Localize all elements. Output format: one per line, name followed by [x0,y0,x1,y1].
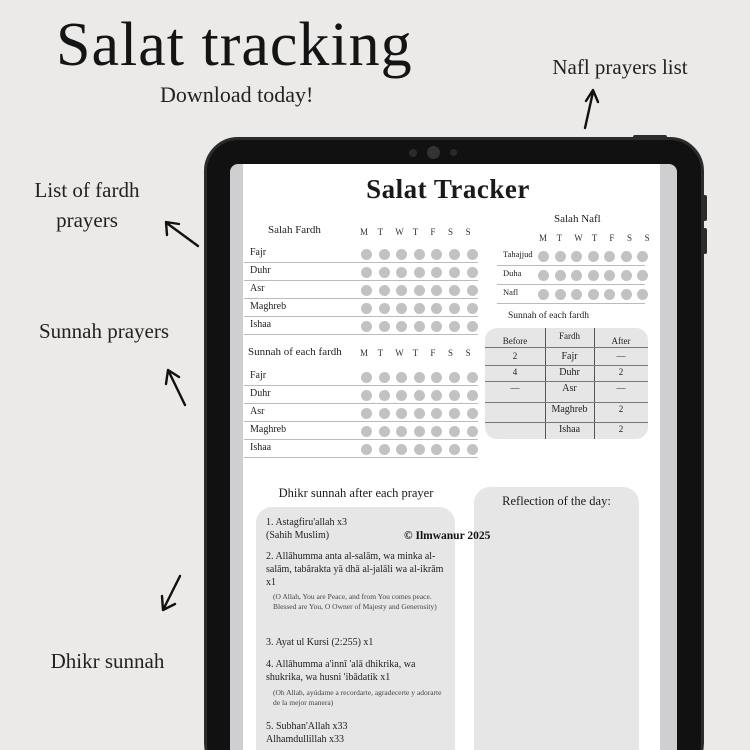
prayer-checkbox[interactable] [467,267,478,278]
day-header: W [395,348,404,358]
prayer-checkbox[interactable] [467,303,478,314]
tablet-volume-button [703,195,707,221]
callout-fardh: List of fardh prayers [34,178,140,232]
camera-icon [409,149,417,157]
day-header: F [430,348,436,358]
prayer-checkbox[interactable] [414,303,425,314]
prayer-label: Nafl [503,287,519,297]
tracker-row [244,440,478,458]
prayer-checkbox[interactable] [467,444,478,455]
prayer-checkbox[interactable] [431,321,442,332]
day-header: S [465,348,471,358]
prayer-checkbox[interactable] [396,321,407,332]
prayer-checkbox[interactable] [379,285,390,296]
dhikr-item: 2. Allāhumma anta al-salām, wa minka al-salām, tabārakta yā dhā al-jalāli wa al-ikrām x1 [266,551,444,588]
prayer-checkbox[interactable] [414,372,425,383]
fardh-heading: Salah Fardh [268,224,321,236]
prayer-label: Asr [250,283,265,294]
prayer-checkbox[interactable] [431,408,442,419]
prayer-checkbox[interactable] [449,426,460,437]
day-header: S [447,348,453,358]
tracker-row [244,245,478,263]
table-cell: Duhr [559,367,580,378]
table-cell: 2 [618,367,624,377]
prayer-checkbox[interactable] [431,249,442,260]
table-header: Before [502,336,528,346]
nafl-heading: Salah Nafl [554,213,601,225]
prayer-checkbox[interactable] [396,408,407,419]
prayer-checkbox[interactable] [379,372,390,383]
day-header: W [395,227,404,237]
prayer-checkbox[interactable] [467,390,478,401]
prayer-checkbox[interactable] [449,267,460,278]
prayer-label: Ishaa [250,442,272,453]
prayer-checkbox[interactable] [467,372,478,383]
prayer-checkbox[interactable] [467,285,478,296]
prayer-checkbox[interactable] [588,289,599,300]
table-cell: — [616,383,626,393]
prayer-checkbox[interactable] [361,285,372,296]
prayer-checkbox[interactable] [449,372,460,383]
dhikr-translation: (O Allah, You are Peace, and from You comes peace. Blessed are You, O Owner of Majesty and Generosity) [273,592,437,611]
prayer-checkbox[interactable] [467,321,478,332]
table-divider [485,402,648,403]
hero-title: Salat tracking [56,11,413,79]
day-header: T [591,233,598,243]
prayer-label: Duhr [250,388,271,399]
sunnah-table-heading: Sunnah of each fardh [508,311,589,321]
reflection-heading: Reflection of the day: [502,494,611,508]
day-header: S [626,233,632,243]
prayer-checkbox[interactable] [396,285,407,296]
tracker-row [244,317,478,335]
prayer-checkbox[interactable] [361,372,372,383]
prayer-checkbox[interactable] [538,251,549,262]
prayer-checkbox[interactable] [571,289,582,300]
table-cell: 4 [512,367,518,377]
prayer-checkbox[interactable] [637,289,648,300]
table-cell: — [616,351,626,361]
prayer-checkbox[interactable] [538,270,549,281]
prayer-checkbox[interactable] [431,285,442,296]
prayer-checkbox[interactable] [449,408,460,419]
prayer-checkbox[interactable] [449,390,460,401]
prayer-checkbox[interactable] [555,289,566,300]
prayer-checkbox[interactable] [414,444,425,455]
prayer-label: Fajr [250,247,267,258]
copyright: © Ilmwanur 2025 [404,530,491,542]
table-divider [485,381,648,382]
arrow-up-icon [578,84,602,130]
day-header: T [556,233,563,243]
prayer-checkbox[interactable] [604,251,615,262]
tracker-row [244,281,478,299]
sunnah-day-headers [360,348,483,358]
dhikr-translation: (Oh Allah, ayúdame a recordarte, agradecerte y adorarte de la mejor manera) [273,688,442,707]
prayer-checkbox[interactable] [449,444,460,455]
sunnah-heading: Sunnah of each fardh [248,346,342,358]
prayer-checkbox[interactable] [588,251,599,262]
tracker-title: Salat Tracker [366,174,530,204]
prayer-checkbox[interactable] [414,408,425,419]
arrow-up-left-icon [160,216,202,250]
prayer-checkbox[interactable] [379,426,390,437]
prayer-checkbox[interactable] [361,267,372,278]
day-header: S [465,227,471,237]
prayer-checkbox[interactable] [361,303,372,314]
dhikr-heading: Dhikr sunnah after each prayer [278,486,434,500]
prayer-checkbox[interactable] [379,303,390,314]
prayer-checkbox[interactable] [414,426,425,437]
prayer-checkbox[interactable] [621,251,632,262]
prayer-checkbox[interactable] [538,289,549,300]
table-divider [485,422,648,423]
dhikr-item: 3. Ayat ul Kursi (2:255) x1 [266,637,374,648]
callout-nafl: Nafl prayers list [552,55,688,79]
prayer-checkbox[interactable] [588,270,599,281]
day-header: M [360,348,369,358]
nafl-day-headers [539,233,662,243]
prayer-checkbox[interactable] [555,270,566,281]
table-cell: Ishaa [558,424,581,435]
prayer-checkbox[interactable] [396,372,407,383]
dhikr-item: 4. Allāhumma a'innī 'alā dhikrika, wa shukrika, wa husni 'ibādatik x1 [266,659,416,683]
reflection-box[interactable] [474,487,639,750]
prayer-checkbox[interactable] [414,267,425,278]
tracker-row [244,422,478,440]
prayer-checkbox[interactable] [396,390,407,401]
tracker-row [244,386,478,404]
prayer-checkbox[interactable] [431,372,442,383]
prayer-checkbox[interactable] [431,303,442,314]
prayer-checkbox[interactable] [361,321,372,332]
prayer-label: Maghreb [250,301,287,312]
table-cell: 2 [618,424,624,434]
prayer-checkbox[interactable] [467,249,478,260]
day-header: W [574,233,583,243]
tracker-row [244,263,478,281]
table-cell: 2 [512,351,518,361]
prayer-checkbox[interactable] [396,303,407,314]
prayer-label: Asr [250,406,265,417]
prayer-checkbox[interactable] [467,426,478,437]
prayer-checkbox[interactable] [379,321,390,332]
prayer-checkbox[interactable] [361,444,372,455]
table-header: After [611,336,631,346]
prayer-checkbox[interactable] [571,270,582,281]
prayer-label: Tahajjud [503,249,533,259]
prayer-checkbox[interactable] [361,390,372,401]
arrow-down-icon [154,572,184,614]
prayer-checkbox[interactable] [414,321,425,332]
table-divider [485,365,648,366]
prayer-checkbox[interactable] [431,426,442,437]
callout-sunnah: Sunnah prayers [38,319,170,343]
camera-icon [427,146,440,159]
day-header: T [412,348,419,358]
prayer-checkbox[interactable] [379,267,390,278]
tablet-volume-button [703,228,707,254]
prayer-checkbox[interactable] [414,249,425,260]
tracker-row [244,404,478,422]
prayer-checkbox[interactable] [379,390,390,401]
prayer-checkbox[interactable] [571,251,582,262]
table-cell: 2 [618,404,624,414]
tracker-row [244,368,478,386]
tracker-row [244,299,478,317]
prayer-label: Duhr [250,265,271,276]
dhikr-item: 5. Subhan'Allah x33 Alhamdullillah x33 [266,721,348,745]
prayer-checkbox[interactable] [621,270,632,281]
prayer-checkbox[interactable] [431,444,442,455]
prayer-label: Duha [503,268,522,278]
callout-dhikr: Dhikr sunnah [50,649,165,673]
day-header: F [430,227,436,237]
prayer-checkbox[interactable] [361,426,372,437]
prayer-label: Fajr [250,370,267,381]
prayer-checkbox[interactable] [467,408,478,419]
prayer-checkbox[interactable] [414,390,425,401]
prayer-checkbox[interactable] [379,249,390,260]
prayer-checkbox[interactable] [604,270,615,281]
prayer-checkbox[interactable] [449,303,460,314]
table-cell: Maghreb [551,404,588,415]
fardh-day-headers [360,227,483,237]
hero-subtitle: Download today! [160,82,314,107]
prayer-checkbox[interactable] [604,289,615,300]
prayer-checkbox[interactable] [449,249,460,260]
prayer-checkbox[interactable] [431,390,442,401]
day-header: T [412,227,419,237]
day-header: T [377,348,384,358]
prayer-checkbox[interactable] [414,285,425,296]
prayer-checkbox[interactable] [637,270,648,281]
table-divider [485,347,648,348]
prayer-checkbox[interactable] [361,408,372,419]
dhikr-box [256,507,455,750]
table-cell: Asr [562,383,577,394]
prayer-checkbox[interactable] [379,444,390,455]
prayer-checkbox[interactable] [431,267,442,278]
prayer-checkbox[interactable] [361,249,372,260]
prayer-checkbox[interactable] [621,289,632,300]
table-header: Fardh [559,331,580,341]
dhikr-item: 1. Astagfiru'allah x3 (Sahih Muslim) [266,517,347,541]
tracker-row [497,285,645,304]
prayer-checkbox[interactable] [396,249,407,260]
arrow-up-icon [160,365,190,409]
prayer-checkbox[interactable] [396,267,407,278]
prayer-checkbox[interactable] [396,444,407,455]
day-header: M [360,227,369,237]
day-header: T [377,227,384,237]
prayer-checkbox[interactable] [555,251,566,262]
tracker-row [497,266,645,285]
prayer-label: Ishaa [250,319,272,330]
day-header: S [644,233,650,243]
prayer-checkbox[interactable] [637,251,648,262]
tablet-power-button [633,135,667,139]
prayer-checkbox[interactable] [379,408,390,419]
day-header: S [447,227,453,237]
day-header: F [609,233,615,243]
table-cell: Fajr [561,351,578,362]
prayer-checkbox[interactable] [396,426,407,437]
camera-icon [450,149,457,156]
tracker-row [497,247,645,266]
prayer-label: Maghreb [250,424,287,435]
prayer-checkbox[interactable] [449,321,460,332]
day-header: M [539,233,548,243]
table-cell: — [510,383,520,393]
prayer-checkbox[interactable] [449,285,460,296]
